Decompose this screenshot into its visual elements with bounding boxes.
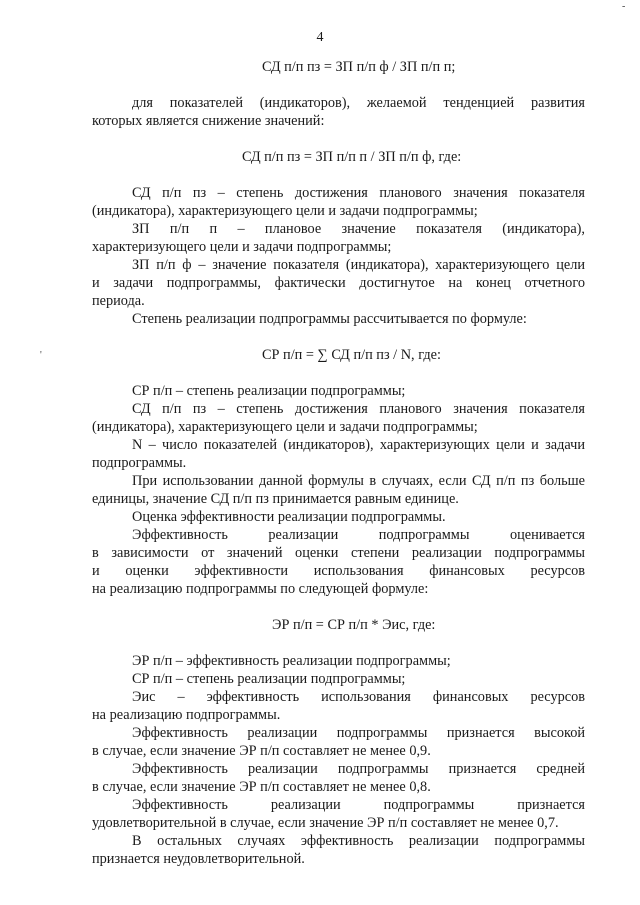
text-line: и оценки эффективности использования финансовых ресурсов <box>92 563 585 579</box>
document-body <box>92 58 585 868</box>
text-line: СР п/п – степень реализации подпрограммы; <box>132 383 406 399</box>
formula-line: СР п/п = ∑ СД п/п пз / N, где: <box>262 347 441 363</box>
text-line: В остальных случаях эффективность реализации подпрограммы <box>132 833 585 849</box>
text-line: Оценка эффективности реализации подпрограммы. <box>132 509 446 525</box>
text-line: признается неудовлетворительной. <box>92 851 305 867</box>
text-line: Эффективность реализации подпрограммы признается средней <box>132 761 585 777</box>
text-line: которых является снижение значений: <box>92 113 325 129</box>
text-line: в случае, если значение ЭР п/п составляет не менее 0,8. <box>92 779 431 795</box>
text-line: Эис – эффективность использования финансовых ресурсов <box>132 689 585 705</box>
text-line: (индикатора), характеризующего цели и задачи подпрограммы; <box>92 203 478 219</box>
text-line: (индикатора), характеризующего цели и задачи подпрограммы; <box>92 419 478 435</box>
text-line: Степень реализации подпрограммы рассчитывается по формуле: <box>132 311 527 327</box>
text-line: N – число показателей (индикаторов), характеризующих цели и задачи <box>132 437 585 453</box>
text-line: Эффективность реализации подпрограммы оценивается <box>132 527 585 543</box>
text-line: ЗП п/п ф – значение показателя (индикатора), характеризующего цели <box>132 257 585 273</box>
text-line: При использовании данной формулы в случаях, если СД п/п пз больше <box>132 473 585 489</box>
formula-line: СД п/п пз = ЗП п/п ф / ЗП п/п п; <box>262 59 456 75</box>
text-line: ЗП п/п п – плановое значение показателя (индикатора), <box>132 221 585 237</box>
text-line: Эффективность реализации подпрограммы признается высокой <box>132 725 585 741</box>
text-line: СД п/п пз – степень достижения планового значения показателя <box>132 185 585 201</box>
text-line: на реализацию подпрограммы. <box>92 707 281 723</box>
text-line: Эффективность реализации подпрограммы признается <box>132 797 585 813</box>
formula-line: ЭР п/п = СР п/п * Эис, где: <box>272 617 436 633</box>
text-line: характеризующего цели и задачи подпрограммы; <box>92 239 392 255</box>
text-line: подпрограммы. <box>92 455 187 471</box>
text-line: единицы, значение СД п/п пз принимается равным единице. <box>92 491 459 507</box>
text-line: удовлетворительной в случае, если значение ЭР п/п составляет не менее 0,7. <box>92 815 559 831</box>
text-line: на реализацию подпрограммы по следующей формуле: <box>92 581 429 597</box>
text-line: ЭР п/п – эффективность реализации подпрограммы; <box>132 653 451 669</box>
margin-mark-top-right: - <box>622 1 626 12</box>
text-line: в случае, если значение ЭР п/п составляет не менее 0,9. <box>92 743 431 759</box>
page-number: 4 <box>316 30 324 45</box>
text-line: для показателей (индикаторов), желаемой тенденцией развития <box>132 95 585 111</box>
text-line: периода. <box>92 293 145 309</box>
text-line: в зависимости от значений оценки степени реализации подпрограммы <box>92 545 585 561</box>
formula-line: СД п/п пз = ЗП п/п п / ЗП п/п ф, где: <box>242 149 462 165</box>
text-line: СР п/п – степень реализации подпрограммы; <box>132 671 406 687</box>
text-line: СД п/п пз – степень достижения планового значения показателя <box>132 401 585 417</box>
margin-mark-left: ' <box>40 350 42 361</box>
text-line: и задачи подпрограммы, фактически достигнутое на конец отчетного <box>92 275 585 291</box>
